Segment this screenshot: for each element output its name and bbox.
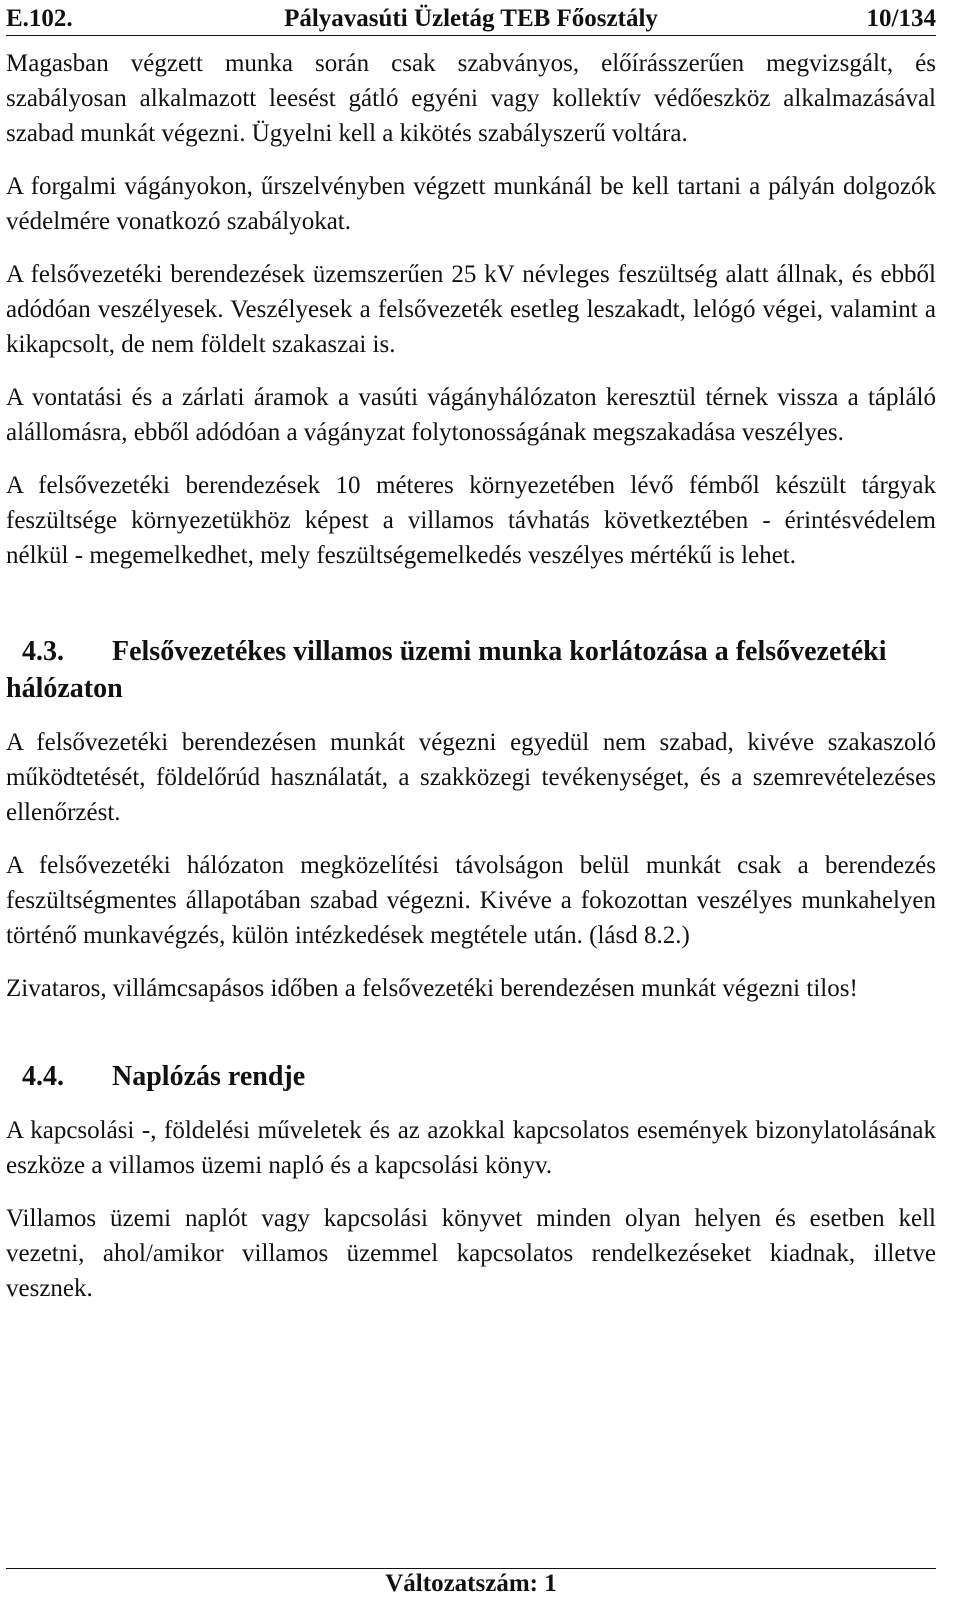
- header-title: Pályavasúti Üzletág TEB Főosztály: [284, 5, 658, 32]
- page-content: [6, 46, 936, 1324]
- section-title: Naplózás rendje: [112, 1061, 306, 1092]
- section-number: 4.4.: [22, 1061, 64, 1092]
- section-heading-4-3: [6, 633, 936, 707]
- page-number: 10/134: [866, 5, 936, 32]
- paragraph: Zivataros, villámcsapásos időben a felsővezetéki berendezésen munkát végezni tilos!: [6, 975, 858, 1002]
- paragraph: Magasban végzett munka során csak szabványos, előírásszerűen megvizsgált, és szabályosan alkalmazott leesést gátló egyéni vagy kollektív védőeszköz alkalmazásával szabad munkát végezni. Ügyelni kell a kikötés szabályszerű voltára.: [6, 50, 936, 147]
- section-title: Felsővezetékes villamos üzemi munka korlátozása a felsővezetéki hálózaton: [6, 636, 887, 704]
- paragraph: A kapcsolási -, földelési műveletek és az azokkal kapcsolatos események bizonylatolásának eszköze a villamos üzemi napló és a kapcsolási könyv.: [6, 1117, 936, 1179]
- paragraph: A felsővezetéki berendezések üzemszerűen 25 kV névleges feszültség alatt állnak, és ebből adódóan veszélyesek. Veszélyesek a felsővezeték esetleg leszakadt, lelógó végei, valamint a kikapcsolt, de nem földelt szakaszai is.: [6, 261, 936, 358]
- version-number: Változatszám: 1: [385, 1570, 557, 1597]
- page-footer: [6, 1568, 936, 1599]
- paragraph: Villamos üzemi naplót vagy kapcsolási könyvet minden olyan helyen és esetben kell vezetni, ahol/amikor villamos üzemmel kapcsolatos rendelkezéseket kiadnak, illetve vesznek.: [6, 1205, 936, 1302]
- paragraph: A vontatási és a zárlati áramok a vasúti vágányhálózaton keresztül térnek vissza a tápláló alállomásra, ebből adódóan a vágányzat folytonosságának megszakadása veszélyes.: [6, 384, 936, 446]
- page-header: [6, 3, 936, 36]
- section-number: 4.3.: [22, 636, 64, 667]
- paragraph: A forgalmi vágányokon, űrszelvényben végzett munkánál be kell tartani a pályán dolgozók védelmére vonatkozó szabályokat.: [6, 173, 936, 235]
- document-code: E.102.: [6, 5, 73, 32]
- paragraph: A felsővezetéki hálózaton megközelítési távolságon belül munkát csak a berendezés feszültségmentes állapotában szabad végezni. Kivéve a fokozottan veszélyes munkahelyen történő munkavégzés, külön intézkedések megtétele után. (lásd 8.2.): [6, 852, 936, 949]
- paragraph: A felsővezetéki berendezések 10 méteres környezetében lévő fémből készült tárgyak feszültsége környezetükhöz képest a villamos távhatás következtében - érintésvédelem nélkül - megemelkedhet, mely feszültségemelkedés veszélyes mértékű is lehet.: [6, 472, 936, 569]
- paragraph: A felsővezetéki berendezésen munkát végezni egyedül nem szabad, kivéve szakaszoló működtetését, földelőrúd használatát, a szakközegi tevékenységet, és a szemrevételezéses ellenőrzést.: [6, 729, 936, 826]
- section-heading-4-4: [6, 1058, 936, 1095]
